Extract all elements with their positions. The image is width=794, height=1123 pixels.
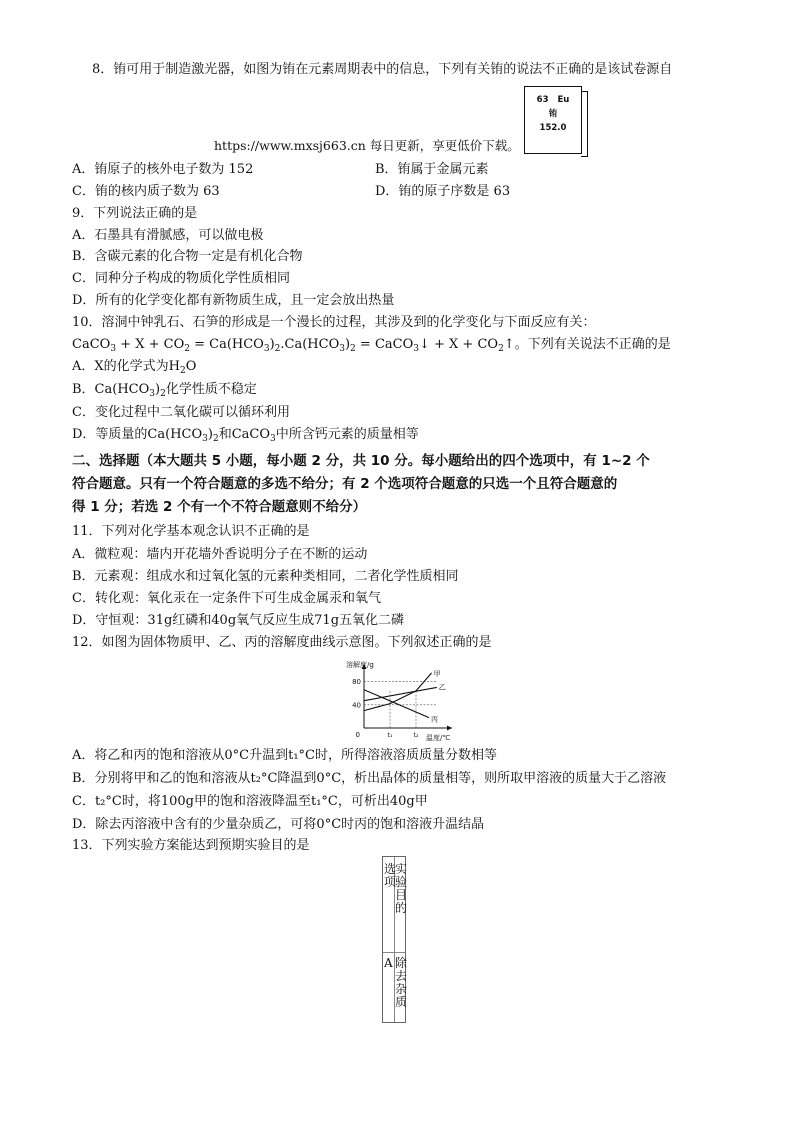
element-card — [524, 86, 582, 154]
x-tick-label: t₁ — [387, 731, 393, 739]
q8-stem: 8．铕可用于制造激光器，如图为铕在元素周期表中的信息，下列有关铕的说法不正确的是该试卷源自 — [92, 62, 673, 77]
y-axis-label: 溶解度/g — [346, 661, 374, 669]
q9-option-b: B．含碳元素的化合物一定是有机化合物 — [72, 249, 303, 264]
q11-option-a: A．微粒观：墙内开花墙外香说明分子在不断的运动 — [72, 547, 368, 562]
q8-option-c: C．铕的核内质子数为 63 — [72, 184, 220, 199]
q8-option-a: A．铕原子的核外电子数为 152 — [72, 162, 254, 177]
q10-equation: CaCO$_3$ + $X + CO_2 = Ca(HCO_3)_2.Ca(HCO_3)_2$ = CaCO$_3$↓ + $X + CO_2↑$。下列有关说法不正确的是 — [72, 337, 671, 354]
q12-stem: 12．如图为固体物质甲、乙、丙的溶解度曲线示意图。下列叙述正确的是 — [72, 635, 492, 650]
q8-option-d: D．铕的原子序数是 63 — [375, 184, 511, 199]
q11-option-d: D．守恒观：31g红磷和40g氧气反应生成71g五氧化二磷 — [72, 613, 405, 628]
q12-option-d: D．除去丙溶液中含有的少量杂质乙，可将0°C时丙的饱和溶液升温结晶 — [72, 817, 485, 832]
y-tick-label: 40 — [352, 701, 361, 710]
x-axis-arrow — [447, 726, 452, 731]
series-label-2: 乙 — [438, 683, 446, 692]
q12-option-a: A．将乙和丙的饱和溶液从0°C升温到t₁°C时，所得溶液溶质质量分数相等 — [72, 748, 497, 763]
origin-label: 0 — [355, 731, 360, 739]
q8-option-b: B．铕属于金属元素 — [375, 162, 489, 177]
q10-option-d: D．等质量的$Ca(HCO_3)_2$和CaCO$_3$中所含钙元素的质量相等 — [72, 427, 419, 444]
q9-option-c: C．同种分子构成的物质化学性质相同 — [72, 271, 290, 286]
element-symbol: Eu — [557, 95, 570, 105]
element-name: 铕 — [548, 109, 558, 119]
watermark-text: https://www.mxsj663.cn 每日更新，享更低价下载。 — [214, 138, 520, 153]
x-tick-label: t₂ — [413, 731, 419, 739]
section2-line2: 符合题意。只有一个符合题意的多选不给分；有 2 个选项符合题意的只选一个且符合题意的 — [72, 476, 618, 492]
section2-line1: 二、选择题（本大题共 5 小题，每小题 2 分，共 10 分。每小题给出的四个选项中，有 1~2 个 — [72, 453, 650, 469]
series-label-3: 丙 — [431, 715, 438, 724]
solubility-chart — [338, 656, 454, 746]
table-cell-option-header: 选项 — [384, 862, 397, 889]
q11-option-b: B．元素观：组成水和过氧化氢的元素种类相同，二者化学性质相同 — [72, 569, 459, 584]
q9-option-a: A．石墨具有滑腻感，可以做电极 — [72, 228, 264, 243]
q11-stem: 11．下列对化学基本观念认识不正确的是 — [72, 524, 310, 539]
q10-stem: 10．溶洞中钟乳石、石笋的形成是一个漫长的过程，其涉及到的化学变化与下面反应有关： — [72, 315, 596, 330]
series-label-1: 甲 — [433, 669, 441, 678]
table-cell-purpose-header: 实验目的 — [395, 862, 408, 915]
table-cell-purpose-a: 除去杂质 — [395, 956, 408, 1009]
q9-stem: 9．下列说法正确的是 — [72, 206, 198, 221]
element-card-top — [525, 93, 581, 107]
series-line-3 — [364, 690, 429, 718]
experiment-table — [382, 856, 406, 1023]
x-axis-label: 温度/℃ — [426, 734, 451, 742]
q13-stem: 13．下列实验方案能达到预期实验目的是 — [72, 838, 310, 853]
q10-option-c: C．变化过程中二氧化碳可以循环利用 — [72, 405, 290, 420]
q9-option-d: D．所有的化学变化都有新物质生成，且一定会放出热量 — [72, 293, 395, 308]
atomic-number: 63 — [536, 95, 549, 105]
y-tick-label: 80 — [352, 678, 361, 687]
q11-option-c: C．转化观：氧化汞在一定条件下可生成金属汞和氧气 — [72, 591, 381, 606]
q12-option-b: B．分别将甲和乙的饱和溶液从t₂°C降温到0°C，析出晶体的质量相等，则所取甲溶液的质量大于乙溶液 — [72, 771, 667, 786]
q10-option-a: A．X的化学式为$H_2O$ — [72, 359, 197, 376]
q10-option-b: B．$Ca(HCO_3)_2$化学性质不稳定 — [72, 382, 257, 399]
atomic-mass: 152.0 — [539, 123, 567, 133]
section2-line3: 得 1 分；若选 2 个有一个不符合题意则不给分） — [72, 499, 367, 515]
table-cell-option-a: A — [384, 956, 393, 970]
q12-option-c: C．t₂°C时，将100g甲的饱和溶液降温至t₁°C，可析出40g甲 — [72, 794, 428, 809]
